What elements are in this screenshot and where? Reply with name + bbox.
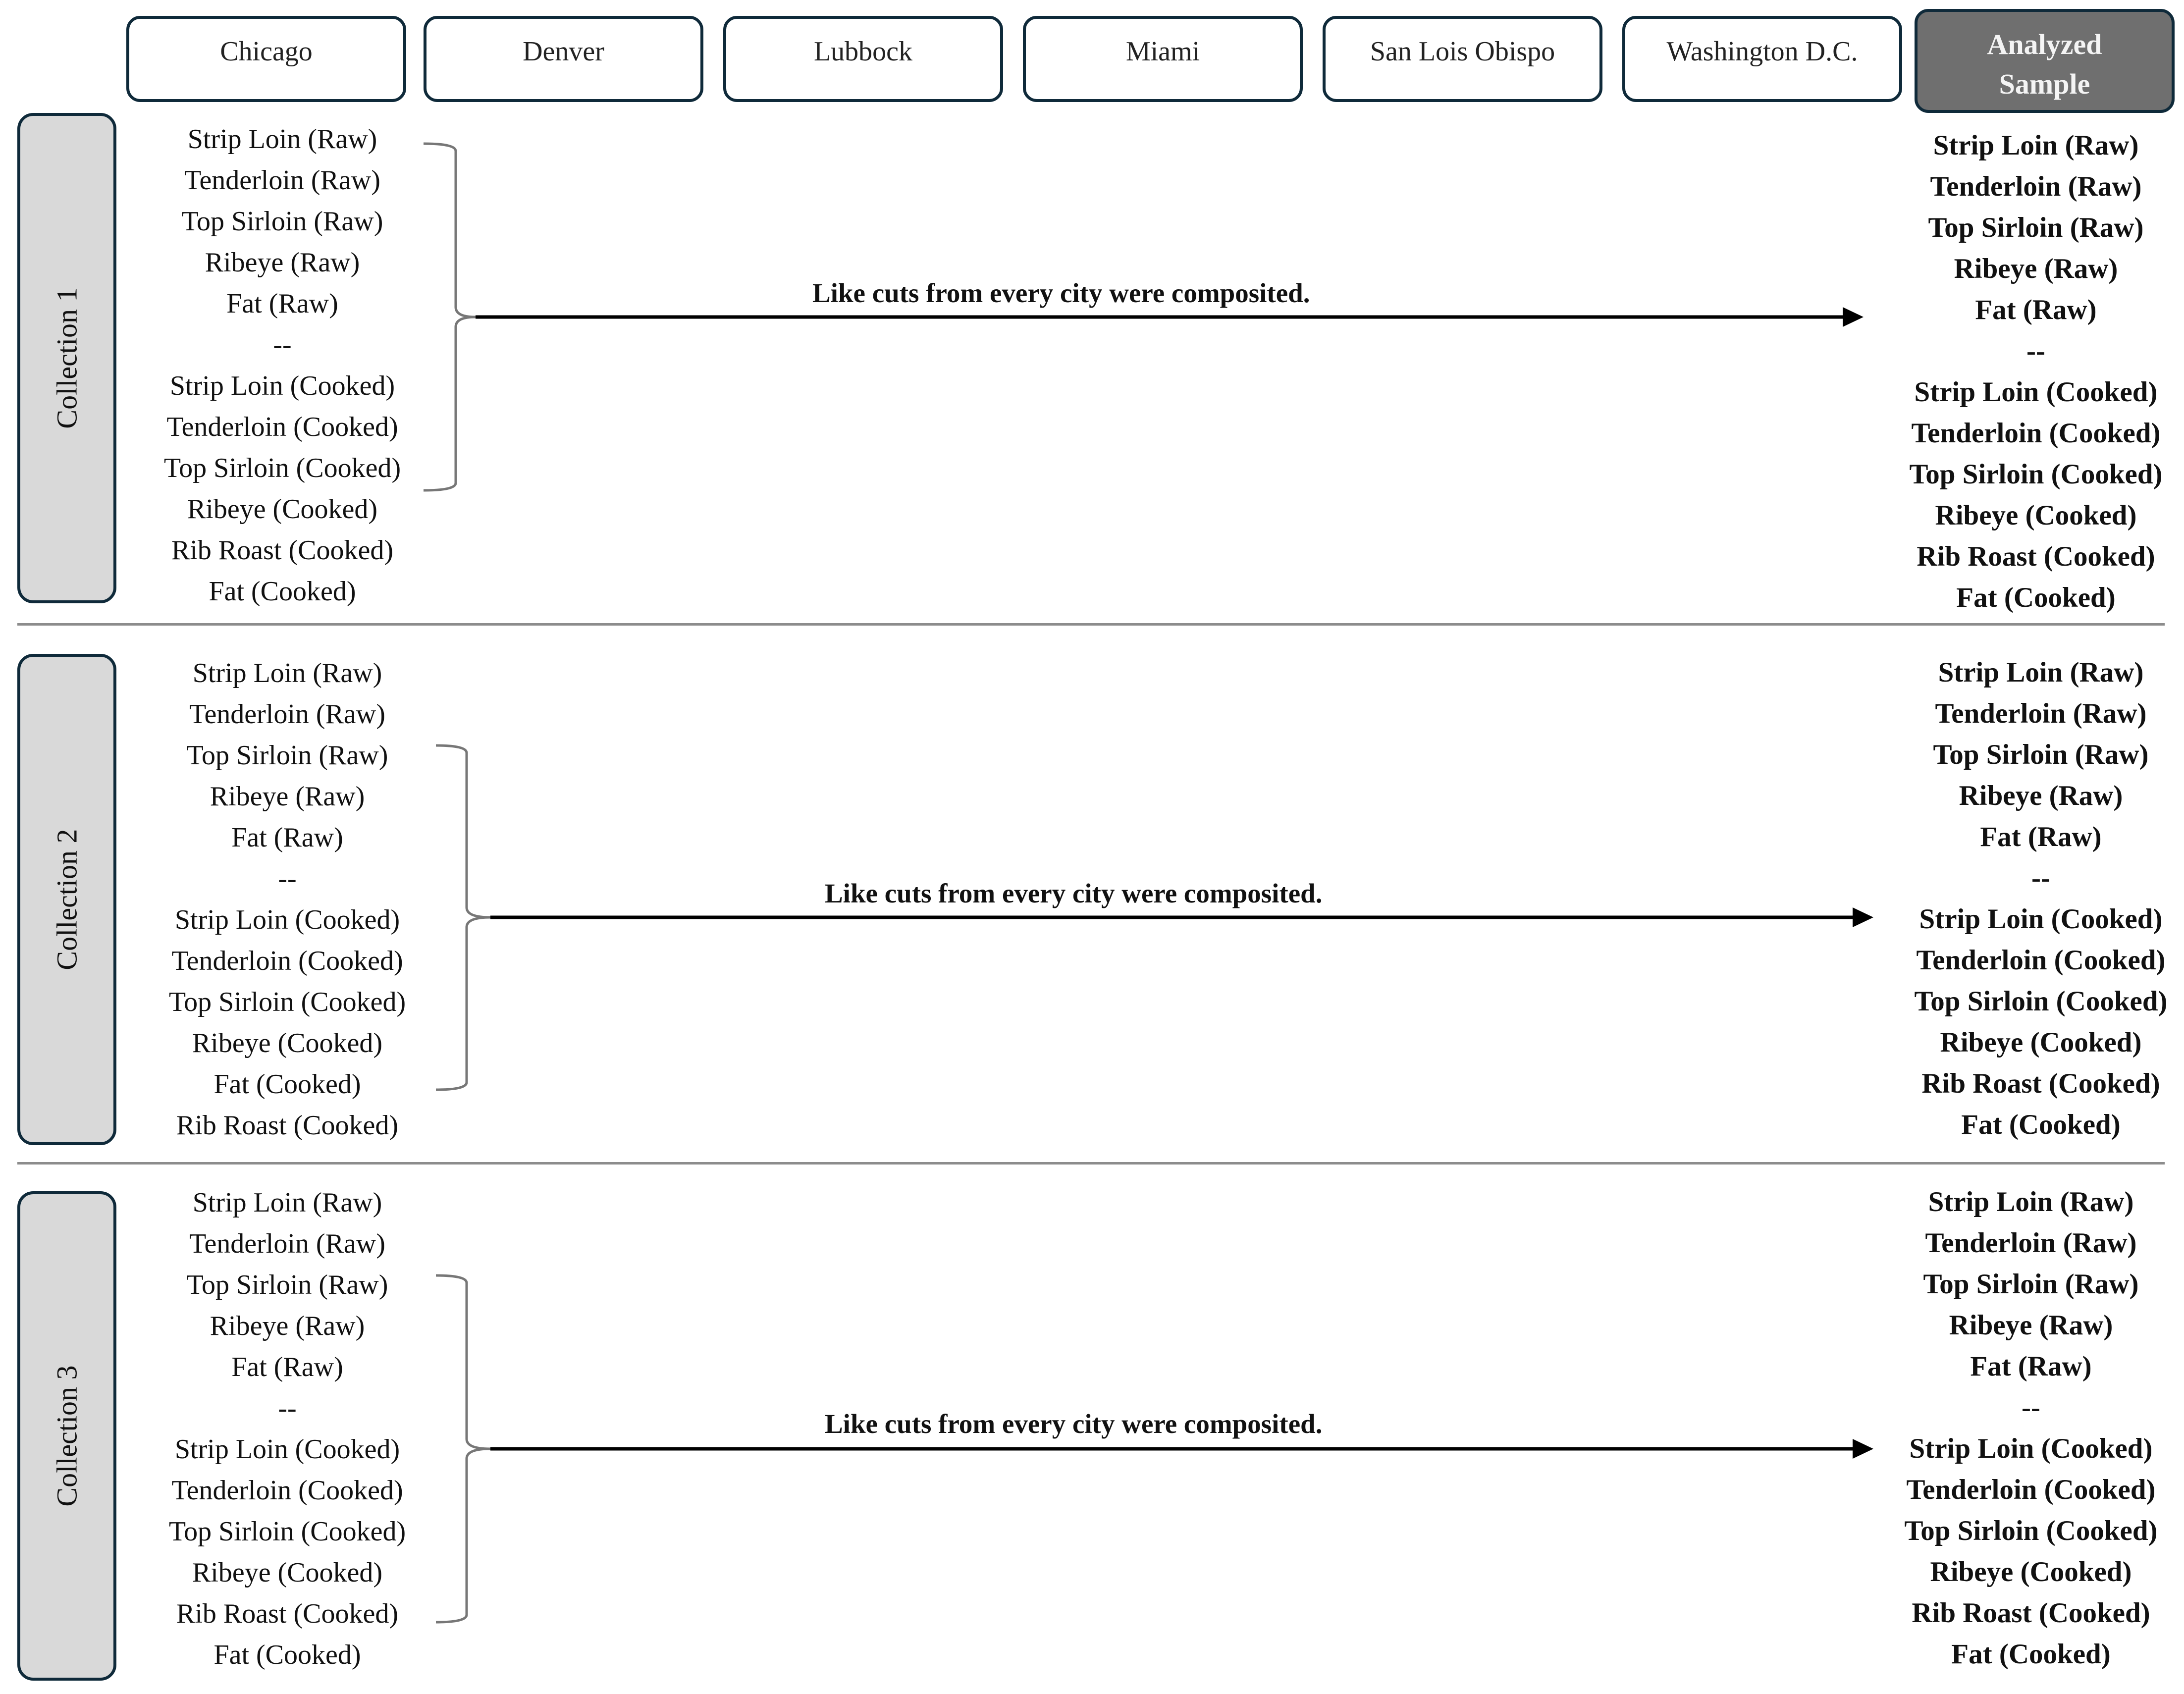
- list-item: Strip Loin (Raw): [1928, 1186, 2134, 1218]
- list-item: Fat (Cooked): [213, 1069, 361, 1100]
- list-item: Tenderloin (Raw): [189, 699, 385, 730]
- list-item: Tenderloin (Raw): [1930, 171, 2142, 202]
- collection-label: Collection 2: [51, 829, 83, 970]
- list-item: Ribeye (Cooked): [1940, 1027, 2142, 1058]
- list-item: Tenderloin (Cooked): [1911, 418, 2161, 449]
- list-item: Strip Loin (Raw): [1933, 130, 2139, 161]
- city-label: Miami: [1125, 36, 1200, 67]
- list-item: Strip Loin (Raw): [187, 124, 377, 155]
- list-item: Top Sirloin (Cooked): [1904, 1515, 2158, 1546]
- list-item: Tenderloin (Cooked): [1906, 1474, 2156, 1505]
- list-item: Ribeye (Cooked): [192, 1557, 383, 1588]
- list-item: --: [278, 863, 297, 894]
- arrow-right-icon: [490, 907, 1873, 927]
- list-item: Top Sirloin (Cooked): [1914, 986, 2168, 1017]
- list-item: Ribeye (Raw): [210, 781, 365, 812]
- list-item: Top Sirloin (Raw): [1923, 1269, 2139, 1300]
- list-item: Strip Loin (Cooked): [1919, 903, 2163, 935]
- list-item: Top Sirloin (Raw): [186, 1270, 388, 1300]
- arrow-caption: Like cuts from every city were composited.: [812, 278, 1310, 308]
- city-label: San Lois Obispo: [1370, 36, 1555, 67]
- list-item: Ribeye (Cooked): [1930, 1556, 2132, 1588]
- list-item: Ribeye (Raw): [1954, 253, 2118, 284]
- list-item: Rib Roast (Cooked): [176, 1598, 398, 1629]
- list-item: Ribeye (Raw): [1949, 1310, 2113, 1341]
- list-item: Fat (Raw): [226, 288, 338, 319]
- analyzed-label-line2: Sample: [1999, 68, 2090, 100]
- collection-label: Collection 1: [51, 287, 83, 429]
- list-item: Top Sirloin (Raw): [1928, 212, 2144, 243]
- list-item: --: [2026, 335, 2045, 367]
- list-item: Tenderloin (Cooked): [1916, 945, 2166, 976]
- list-item: Tenderloin (Cooked): [166, 412, 398, 442]
- list-item: --: [273, 329, 292, 360]
- list-item: Tenderloin (Raw): [189, 1228, 385, 1259]
- list-item: Tenderloin (Cooked): [171, 1475, 403, 1506]
- list-item: Strip Loin (Raw): [1938, 657, 2144, 688]
- list-item: Tenderloin (Cooked): [171, 946, 403, 976]
- list-item: Strip Loin (Cooked): [1909, 1433, 2153, 1464]
- arrow-right-icon: [490, 1439, 1873, 1459]
- list-item: Top Sirloin (Raw): [1933, 739, 2149, 770]
- list-item: Ribeye (Cooked): [187, 494, 378, 525]
- list-item: Rib Roast (Cooked): [1912, 1597, 2150, 1629]
- analyzed-label-line1: Analyzed: [1987, 28, 2102, 60]
- list-item: Strip Loin (Cooked): [169, 371, 395, 401]
- list-item: Fat (Raw): [1980, 821, 2102, 852]
- arrow-right-icon: [476, 307, 1864, 327]
- list-item: Ribeye (Raw): [210, 1311, 365, 1341]
- list-item: Ribeye (Cooked): [1935, 500, 2137, 531]
- list-item: Rib Roast (Cooked): [1917, 541, 2155, 572]
- arrow-caption: Like cuts from every city were composited.: [825, 1409, 1323, 1439]
- right-brace-icon: [424, 144, 476, 490]
- list-item: Fat (Cooked): [209, 576, 356, 607]
- list-item: Fat (Cooked): [1956, 582, 2116, 613]
- list-item: Rib Roast (Cooked): [1921, 1068, 2160, 1099]
- city-label: Denver: [523, 36, 604, 67]
- list-item: Strip Loin (Cooked): [174, 904, 400, 935]
- collection-label: Collection 3: [51, 1365, 83, 1507]
- list-item: Top Sirloin (Raw): [186, 740, 388, 771]
- list-item: Strip Loin (Raw): [192, 1187, 382, 1218]
- right-brace-icon: [436, 1275, 490, 1622]
- city-label: Lubbock: [813, 36, 913, 67]
- list-item: Top Sirloin (Cooked): [168, 987, 406, 1017]
- list-item: Ribeye (Raw): [1959, 780, 2123, 811]
- list-item: Fat (Cooked): [213, 1640, 361, 1670]
- list-item: Fat (Raw): [1970, 1351, 2092, 1382]
- list-item: Ribeye (Raw): [205, 247, 360, 278]
- list-item: Tenderloin (Raw): [1935, 698, 2147, 729]
- right-brace-icon: [436, 745, 490, 1090]
- list-item: --: [278, 1393, 297, 1424]
- city-label: Chicago: [220, 36, 313, 67]
- list-item: Rib Roast (Cooked): [176, 1110, 398, 1141]
- list-item: Strip Loin (Cooked): [174, 1434, 400, 1465]
- arrow-caption: Like cuts from every city were composited.: [825, 878, 1323, 908]
- list-item: Strip Loin (Cooked): [1914, 376, 2158, 408]
- list-item: Top Sirloin (Raw): [181, 206, 383, 237]
- list-item: Top Sirloin (Cooked): [163, 453, 401, 483]
- list-item: Strip Loin (Raw): [192, 658, 382, 688]
- list-item: Fat (Raw): [1975, 294, 2097, 325]
- list-item: Fat (Cooked): [1961, 1109, 2121, 1140]
- list-item: Ribeye (Cooked): [192, 1028, 383, 1059]
- list-item: Tenderloin (Raw): [184, 165, 380, 196]
- list-item: Fat (Raw): [231, 1352, 343, 1382]
- list-item: --: [2031, 862, 2050, 894]
- list-item: Top Sirloin (Cooked): [168, 1516, 406, 1547]
- list-item: Tenderloin (Raw): [1925, 1227, 2137, 1259]
- list-item: --: [2022, 1392, 2040, 1423]
- list-item: Top Sirloin (Cooked): [1909, 459, 2163, 490]
- list-item: Rib Roast (Cooked): [171, 535, 393, 566]
- city-label: Washington D.C.: [1666, 36, 1858, 67]
- list-item: Fat (Cooked): [1951, 1639, 2111, 1670]
- list-item: Fat (Raw): [231, 822, 343, 853]
